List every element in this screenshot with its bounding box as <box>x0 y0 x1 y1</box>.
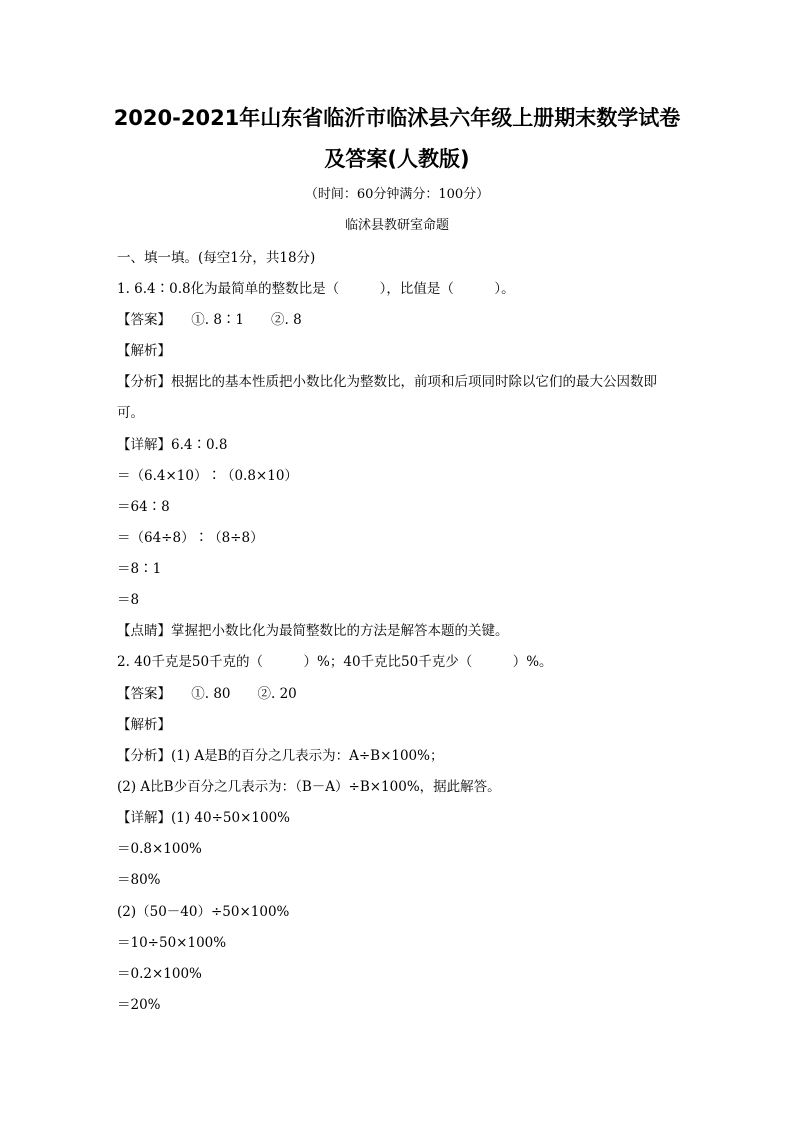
analysis-text-2-cont: (2) A比B少百分之几表示为：（B－A）÷B×100%，据此解答。 <box>117 779 501 795</box>
analysis-label-1: 【解析】 <box>117 343 171 359</box>
detail-2-line: ＝0.8×100% <box>117 841 202 857</box>
question-2: 2. 40千克是50千克的（ ）%；40千克比50千克少（ ）%。 <box>117 654 553 670</box>
question-1: 1. 6.4∶0.8化为最简单的整数比是（ ），比值是（ ）。 <box>117 281 515 297</box>
detail-1-line: ＝（64÷8）∶（8÷8） <box>117 530 264 546</box>
detail-2-line: (2)（50－40）÷50×100% <box>117 904 290 920</box>
detail-2-line: ＝80% <box>117 872 161 888</box>
document-title-line1: 2020-2021年山东省临沂市临沭县六年级上册期末数学试卷 <box>113 106 681 130</box>
analysis-text-2: 【分析】(1) A是B的百分之几表示为：A÷B×100%； <box>117 748 444 764</box>
detail-1-line: ＝（6.4×10）∶（0.8×10） <box>117 468 298 484</box>
section-heading: 一、填一填。(每空1分，共18分) <box>117 250 316 266</box>
analysis-text-1: 【分析】根据比的基本性质把小数比化为整数比，前项和后项同时除以它们的最大公因数即 <box>117 374 657 390</box>
detail-1-line: 【详解】6.4∶0.8 <box>117 437 228 453</box>
tip-1: 【点睛】掌握把小数比化为最简整数比的方法是解答本题的关键。 <box>117 623 509 639</box>
detail-2-line: ＝0.2×100% <box>117 966 202 982</box>
detail-1-line: ＝8 <box>117 592 140 608</box>
detail-2-line: 【详解】(1) 40÷50×100% <box>117 810 290 826</box>
answer-1: 【答案】 ①. 8∶1 ②. 8 <box>117 312 302 328</box>
detail-2-line: ＝20% <box>117 997 161 1013</box>
exam-time-info: （时间：60分钟满分：100分） <box>304 187 490 202</box>
detail-1-line: ＝64∶8 <box>117 499 170 515</box>
detail-1-line: ＝8∶1 <box>117 561 162 577</box>
answer-2: 【答案】 ①. 80 ②. 20 <box>117 686 297 702</box>
detail-2-line: ＝10÷50×100% <box>117 935 227 951</box>
document-title-line2: 及答案(人教版) <box>324 147 470 171</box>
exam-author: 临沭县教研室命题 <box>344 218 449 233</box>
analysis-text-1-cont: 可。 <box>117 405 144 421</box>
analysis-label-2: 【解析】 <box>117 717 171 733</box>
